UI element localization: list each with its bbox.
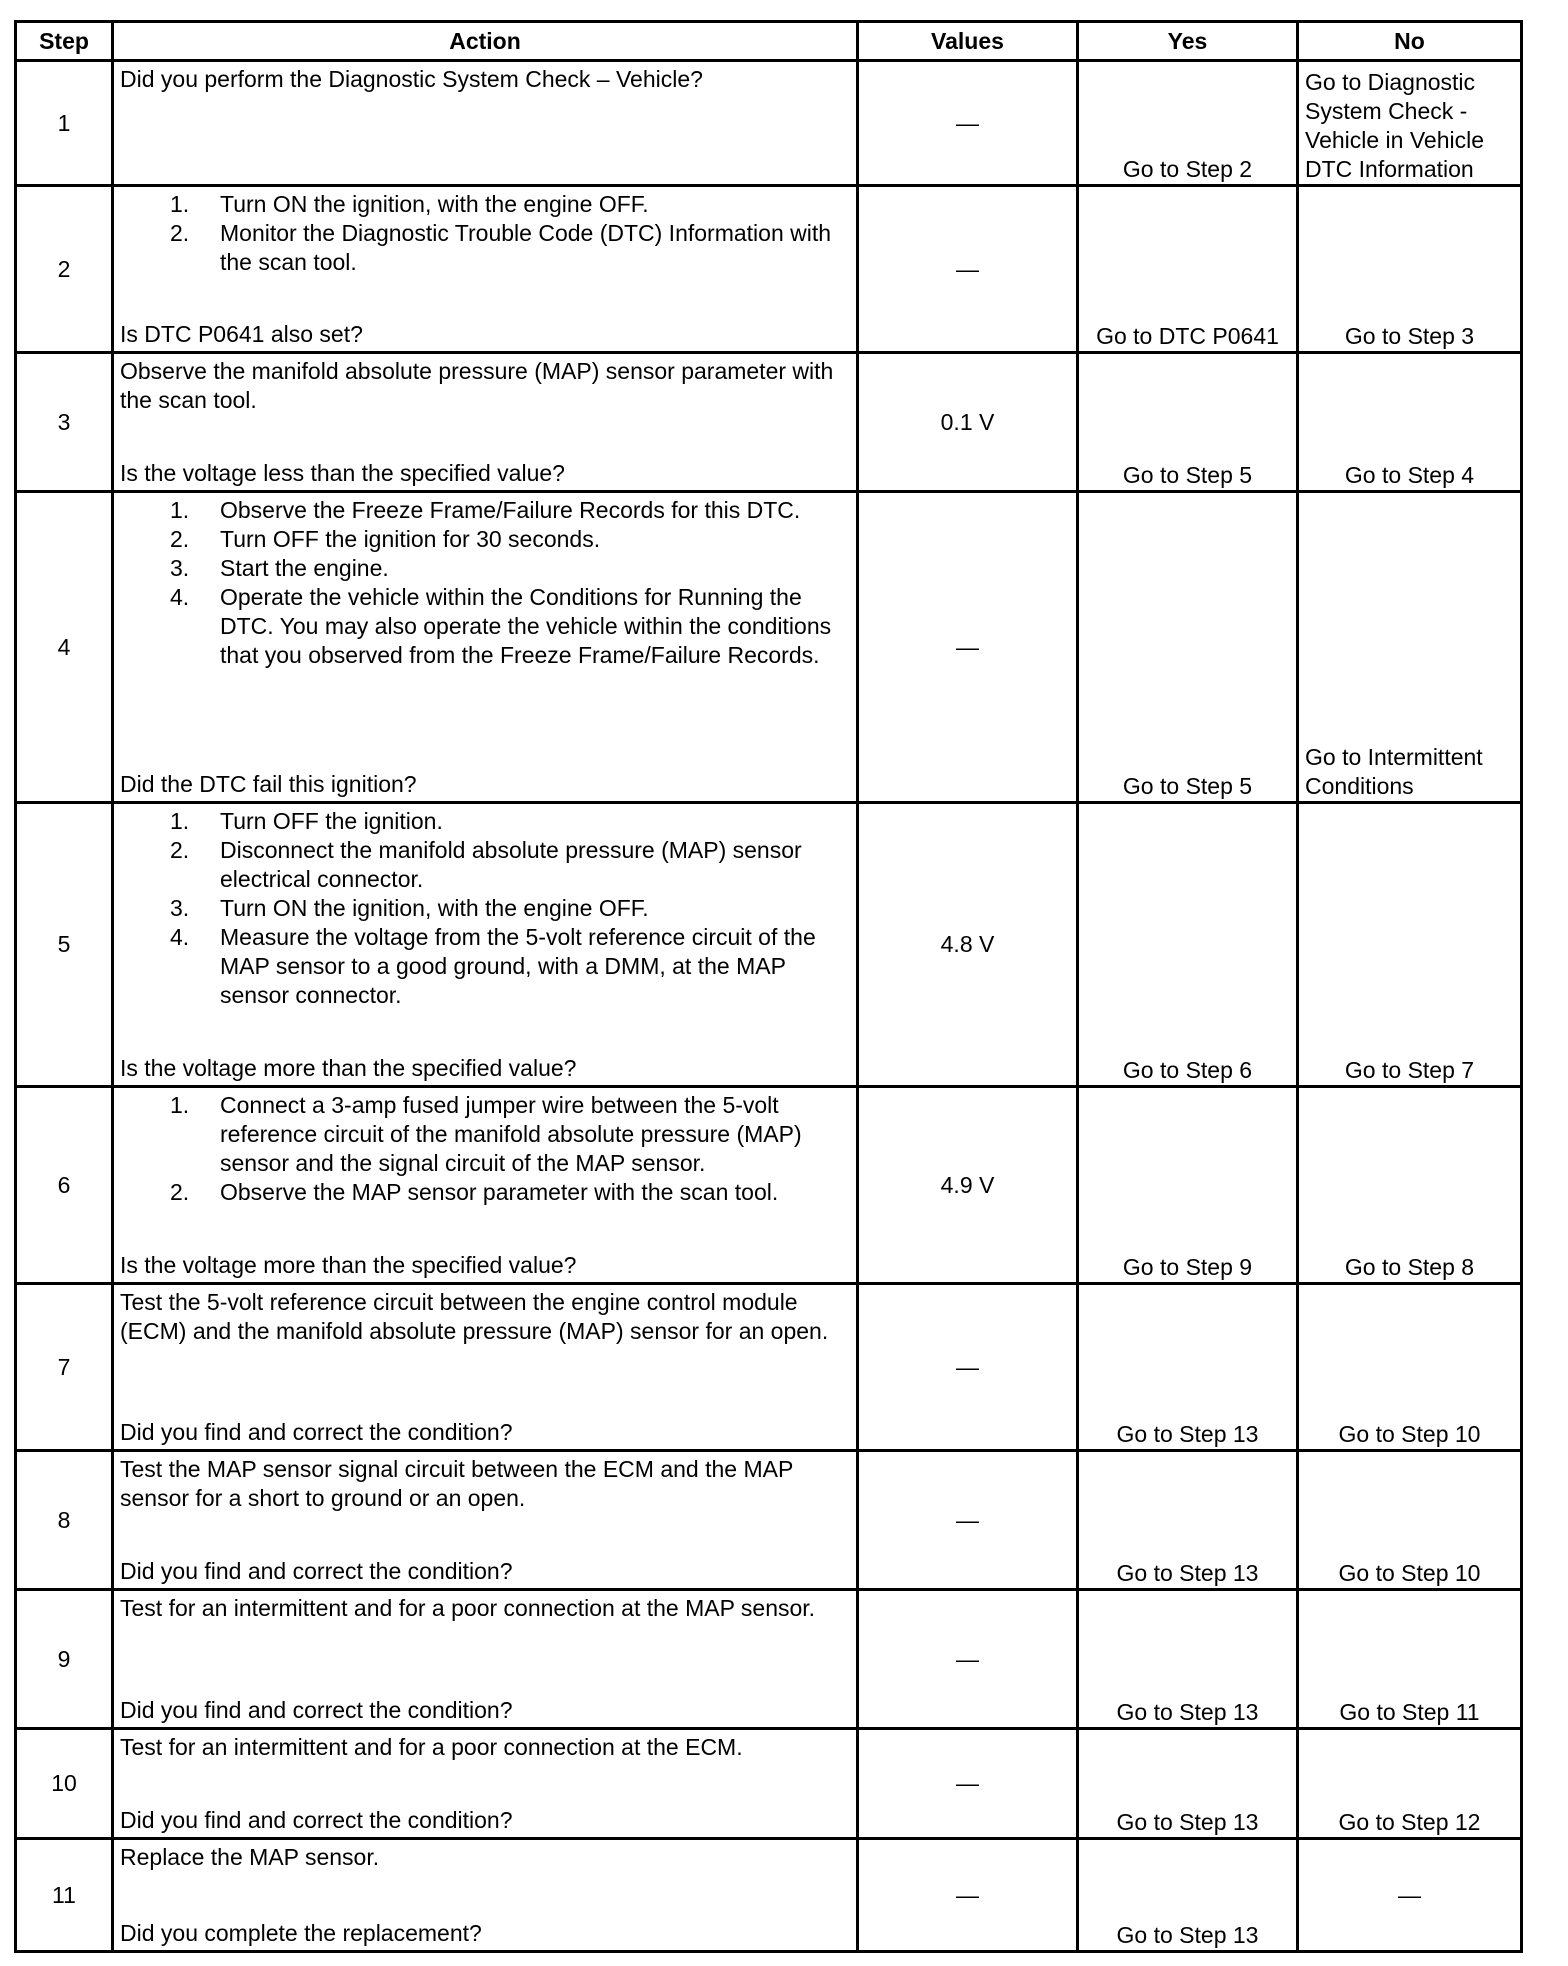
yes-cell: Go to Step 2 — [1078, 61, 1298, 186]
action-body — [120, 190, 850, 277]
header-action: Action — [113, 22, 858, 61]
table-row — [16, 1284, 1522, 1451]
action-step: Disconnect the manifold absolute pressure (MAP) sensor electrical connector. — [220, 837, 802, 892]
action-step: Observe the MAP sensor parameter with the scan tool. — [220, 1179, 779, 1205]
action-question: Did you find and correct the condition? — [120, 1807, 513, 1833]
value-cell: — — [858, 1451, 1078, 1590]
value-cell: — — [858, 1839, 1078, 1952]
action-content — [114, 1840, 856, 1950]
table-row — [16, 1590, 1522, 1729]
header-yes: Yes — [1078, 22, 1298, 61]
step-number: 6 — [16, 1087, 113, 1284]
table-row — [16, 353, 1522, 492]
step-number: 3 — [16, 353, 113, 492]
no-cell: Go to Step 8 — [1298, 1087, 1522, 1284]
action-body — [120, 1733, 850, 1762]
action-step: Start the engine. — [220, 555, 389, 581]
value-cell: — — [858, 61, 1078, 186]
no-cell: Go to Step 12 — [1298, 1729, 1522, 1839]
step-number: 10 — [16, 1729, 113, 1839]
diagnostic-table — [14, 20, 1523, 1953]
value-cell: — — [858, 1729, 1078, 1839]
no-cell: Go to Step 4 — [1298, 353, 1522, 492]
action-cell — [113, 186, 858, 353]
yes-cell: Go to Step 5 — [1078, 353, 1298, 492]
value-cell: — — [858, 1590, 1078, 1729]
yes-cell: Go to DTC P0641 — [1078, 186, 1298, 353]
table-row — [16, 186, 1522, 353]
action-steps — [120, 807, 850, 1010]
no-cell: Go to Step 10 — [1298, 1284, 1522, 1451]
header-values: Values — [858, 22, 1078, 61]
action-step: Measure the voltage from the 5-volt reference circuit of the MAP sensor to a good ground, with a DMM, at the MAP sensor connector. — [220, 924, 816, 1008]
action-cell — [113, 803, 858, 1087]
no-cell: — — [1298, 1839, 1522, 1952]
step-number: 8 — [16, 1451, 113, 1590]
action-text: Test the 5-volt reference circuit between the engine control module (ECM) and the manifold absolute pressure (MAP) sensor for an open. — [120, 1289, 829, 1344]
action-text: Test for an intermittent and for a poor connection at the MAP sensor. — [120, 1595, 816, 1621]
action-question: Is DTC P0641 also set? — [120, 321, 363, 347]
value-cell: — — [858, 492, 1078, 803]
action-question: Is the voltage less than the specified value? — [120, 460, 565, 486]
action-content — [114, 1730, 856, 1837]
action-content — [114, 1591, 856, 1727]
action-content — [114, 493, 856, 801]
no-cell: Go to Step 11 — [1298, 1590, 1522, 1729]
action-cell — [113, 1087, 858, 1284]
action-question: Is the voltage more than the specified value? — [120, 1252, 577, 1278]
table-row — [16, 1839, 1522, 1952]
action-body — [120, 1843, 850, 1872]
action-content — [114, 187, 856, 351]
yes-cell: Go to Step 13 — [1078, 1839, 1298, 1952]
step-number: 11 — [16, 1839, 113, 1952]
table-row — [16, 61, 1522, 186]
action-text: Test the MAP sensor signal circuit between the ECM and the MAP sensor for a short to ground or an open. — [120, 1456, 793, 1511]
no-cell: Go to Intermittent Conditions — [1298, 492, 1522, 803]
table-row — [16, 1451, 1522, 1590]
value-cell: 4.8 V — [858, 803, 1078, 1087]
action-text: Test for an intermittent and for a poor connection at the ECM. — [120, 1734, 743, 1760]
no-cell: Go to Step 3 — [1298, 186, 1522, 353]
no-cell: Go to Step 7 — [1298, 803, 1522, 1087]
yes-cell: Go to Step 9 — [1078, 1087, 1298, 1284]
value-cell: — — [858, 186, 1078, 353]
value-cell: — — [858, 1284, 1078, 1451]
yes-cell: Go to Step 13 — [1078, 1284, 1298, 1451]
action-step: Turn ON the ignition, with the engine OFF. — [220, 895, 649, 921]
action-content — [114, 804, 856, 1085]
step-number: 4 — [16, 492, 113, 803]
action-content — [114, 1285, 856, 1449]
action-content — [114, 1088, 856, 1282]
value-cell: 0.1 V — [858, 353, 1078, 492]
step-number: 5 — [16, 803, 113, 1087]
action-body — [120, 357, 850, 415]
yes-cell: Go to Step 13 — [1078, 1729, 1298, 1839]
action-question: Did you complete the replacement? — [120, 1920, 482, 1946]
action-text: Did you perform the Diagnostic System Check – Vehicle? — [120, 66, 703, 92]
action-steps — [120, 496, 850, 670]
step-number: 9 — [16, 1590, 113, 1729]
step-number: 2 — [16, 186, 113, 353]
yes-cell: Go to Step 5 — [1078, 492, 1298, 803]
action-cell — [113, 61, 858, 186]
action-cell — [113, 1590, 858, 1729]
action-cell — [113, 1284, 858, 1451]
action-step: Operate the vehicle within the Conditions for Running the DTC. You may also operate the vehicle within the conditions that you observed from the Freeze Frame/Failure Records. — [220, 584, 832, 668]
no-cell: Go to Diagnostic System Check - Vehicle in Vehicle DTC Information — [1298, 61, 1522, 186]
action-content — [114, 62, 856, 184]
action-body — [120, 1288, 850, 1346]
action-step: Connect a 3-amp fused jumper wire between the 5-volt reference circuit of the manifold absolute pressure (MAP) sensor and the signal circuit of the MAP sensor. — [220, 1092, 802, 1176]
action-question: Did you find and correct the condition? — [120, 1419, 513, 1445]
action-question: Did you find and correct the condition? — [120, 1697, 513, 1723]
action-cell — [113, 1839, 858, 1952]
action-cell — [113, 1451, 858, 1590]
yes-cell: Go to Step 13 — [1078, 1451, 1298, 1590]
action-steps — [120, 190, 850, 277]
table-row — [16, 1729, 1522, 1839]
step-number: 1 — [16, 61, 113, 186]
action-body — [120, 65, 850, 94]
action-text: Replace the MAP sensor. — [120, 1844, 380, 1870]
action-cell — [113, 492, 858, 803]
action-step: Turn ON the ignition, with the engine OFF. — [220, 191, 649, 217]
action-question: Did the DTC fail this ignition? — [120, 771, 417, 797]
no-cell: Go to Step 10 — [1298, 1451, 1522, 1590]
table-body — [16, 61, 1522, 1952]
action-question: Is the voltage more than the specified value? — [120, 1055, 577, 1081]
action-step: Observe the Freeze Frame/Failure Records for this DTC. — [220, 497, 801, 523]
action-cell — [113, 353, 858, 492]
table-row — [16, 803, 1522, 1087]
header-no: No — [1298, 22, 1522, 61]
table-row — [16, 1087, 1522, 1284]
action-question: Did you find and correct the condition? — [120, 1558, 513, 1584]
action-step: Turn OFF the ignition for 30 seconds. — [220, 526, 601, 552]
action-body — [120, 1455, 850, 1513]
header-step: Step — [16, 22, 113, 61]
step-number: 7 — [16, 1284, 113, 1451]
header-row — [16, 22, 1522, 61]
action-steps — [120, 1091, 850, 1207]
action-content — [114, 1452, 856, 1588]
yes-cell: Go to Step 13 — [1078, 1590, 1298, 1729]
action-content — [114, 354, 856, 490]
table-row — [16, 492, 1522, 803]
action-step: Monitor the Diagnostic Trouble Code (DTC) Information with the scan tool. — [220, 220, 832, 275]
action-body — [120, 807, 850, 1010]
value-cell: 4.9 V — [858, 1087, 1078, 1284]
yes-cell: Go to Step 6 — [1078, 803, 1298, 1087]
action-body — [120, 1091, 850, 1207]
action-text: Observe the manifold absolute pressure (MAP) sensor parameter with the scan tool. — [120, 358, 834, 413]
action-body — [120, 1594, 850, 1623]
action-body — [120, 496, 850, 670]
action-step: Turn OFF the ignition. — [220, 808, 443, 834]
action-cell — [113, 1729, 858, 1839]
